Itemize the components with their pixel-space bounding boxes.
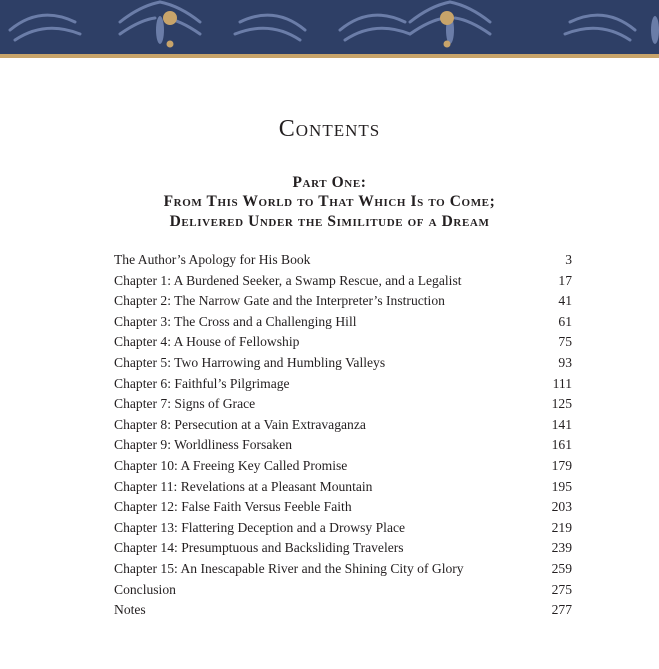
toc-entry-title: Chapter 7: Signs of Grace	[114, 396, 256, 412]
toc-entry	[114, 497, 572, 518]
toc-entry-title: Chapter 11: Revelations at a Pleasant Mountain	[114, 478, 373, 494]
toc-entry-page: 111	[552, 375, 572, 391]
toc-entry-title: Chapter 3: The Cross and a Challenging Hill	[114, 313, 357, 329]
toc-entry-page: 17	[558, 272, 572, 288]
toc-entry-title: Chapter 9: Worldliness Forsaken	[114, 437, 292, 453]
gold-dot-icon	[163, 11, 177, 25]
toc-entry-page: 259	[551, 560, 572, 576]
gold-dot-icon	[440, 11, 454, 25]
toc-entry	[114, 580, 572, 601]
toc-entry-title: Notes	[114, 602, 146, 618]
toc-entry-page: 179	[551, 457, 572, 473]
toc-entry-page: 93	[558, 354, 572, 370]
toc-entry	[114, 538, 572, 559]
toc-entry	[114, 394, 572, 415]
toc-entry	[114, 559, 572, 580]
toc-entry-title: Conclusion	[114, 581, 176, 597]
toc-entry-page: 41	[558, 293, 572, 309]
toc-entry-page: 219	[551, 519, 572, 535]
toc-entry	[114, 291, 572, 312]
ornament-pattern	[0, 0, 659, 54]
table-of-contents	[114, 250, 572, 621]
toc-entry-title: Chapter 12: False Faith Versus Feeble Faith	[114, 499, 352, 515]
part-label: Part One:	[292, 174, 367, 191]
toc-entry	[114, 271, 572, 292]
toc-entry-page: 203	[551, 499, 572, 515]
toc-entry-title: Chapter 2: The Narrow Gate and the Interpreter’s Instruction	[114, 293, 445, 309]
toc-entry-title: Chapter 10: A Freeing Key Called Promise	[114, 457, 348, 473]
toc-entry-page: 239	[551, 540, 572, 556]
toc-entry	[114, 456, 572, 477]
page-title: Contents	[278, 116, 381, 142]
toc-entry-page: 275	[551, 581, 572, 597]
toc-entry	[114, 250, 572, 271]
toc-entry-page: 3	[565, 252, 572, 267]
toc-entry	[114, 353, 572, 374]
toc-entry-title: The Author’s Apology for His Book	[114, 252, 311, 267]
toc-entry-title: Chapter 1: A Burdened Seeker, a Swamp Rescue, and a Legalist	[114, 272, 462, 288]
toc-entry-page: 125	[551, 396, 572, 412]
toc-entry-title: Chapter 15: An Inescapable River and the Shining City of Glory	[114, 560, 464, 576]
toc-entry-title: Chapter 6: Faithful’s Pilgrimage	[114, 375, 290, 391]
toc-entry-page: 141	[551, 416, 572, 432]
toc-entry	[114, 435, 572, 456]
toc-entry	[114, 332, 572, 353]
toc-entry	[114, 600, 572, 621]
toc-entry-title: Chapter 13: Flattering Deception and a Drowsy Place	[114, 519, 406, 535]
toc-entry	[114, 518, 572, 539]
toc-entry-title: Chapter 14: Presumptuous and Backsliding Travelers	[114, 540, 404, 556]
decorative-banner	[0, 0, 659, 58]
toc-entry-page: 277	[551, 602, 572, 618]
toc-entry	[114, 312, 572, 333]
toc-entry-title: Chapter 4: A House of Fellowship	[114, 334, 300, 350]
part-subtitle-line-2: Delivered Under the Similitude of a Dream	[169, 213, 490, 230]
toc-entry-title: Chapter 8: Persecution at a Vain Extravaganza	[114, 416, 366, 432]
toc-entry	[114, 415, 572, 436]
toc-entry-page: 61	[558, 313, 572, 329]
toc-entry-page: 75	[558, 334, 572, 350]
part-subtitle-line-1: From This World to That Which Is to Come;	[163, 193, 496, 210]
toc-entry-page: 195	[551, 478, 572, 494]
toc-entry-title: Chapter 5: Two Harrowing and Humbling Valleys	[114, 354, 386, 370]
toc-entry-page: 161	[551, 437, 572, 453]
toc-entry	[114, 477, 572, 498]
toc-entry	[114, 374, 572, 395]
